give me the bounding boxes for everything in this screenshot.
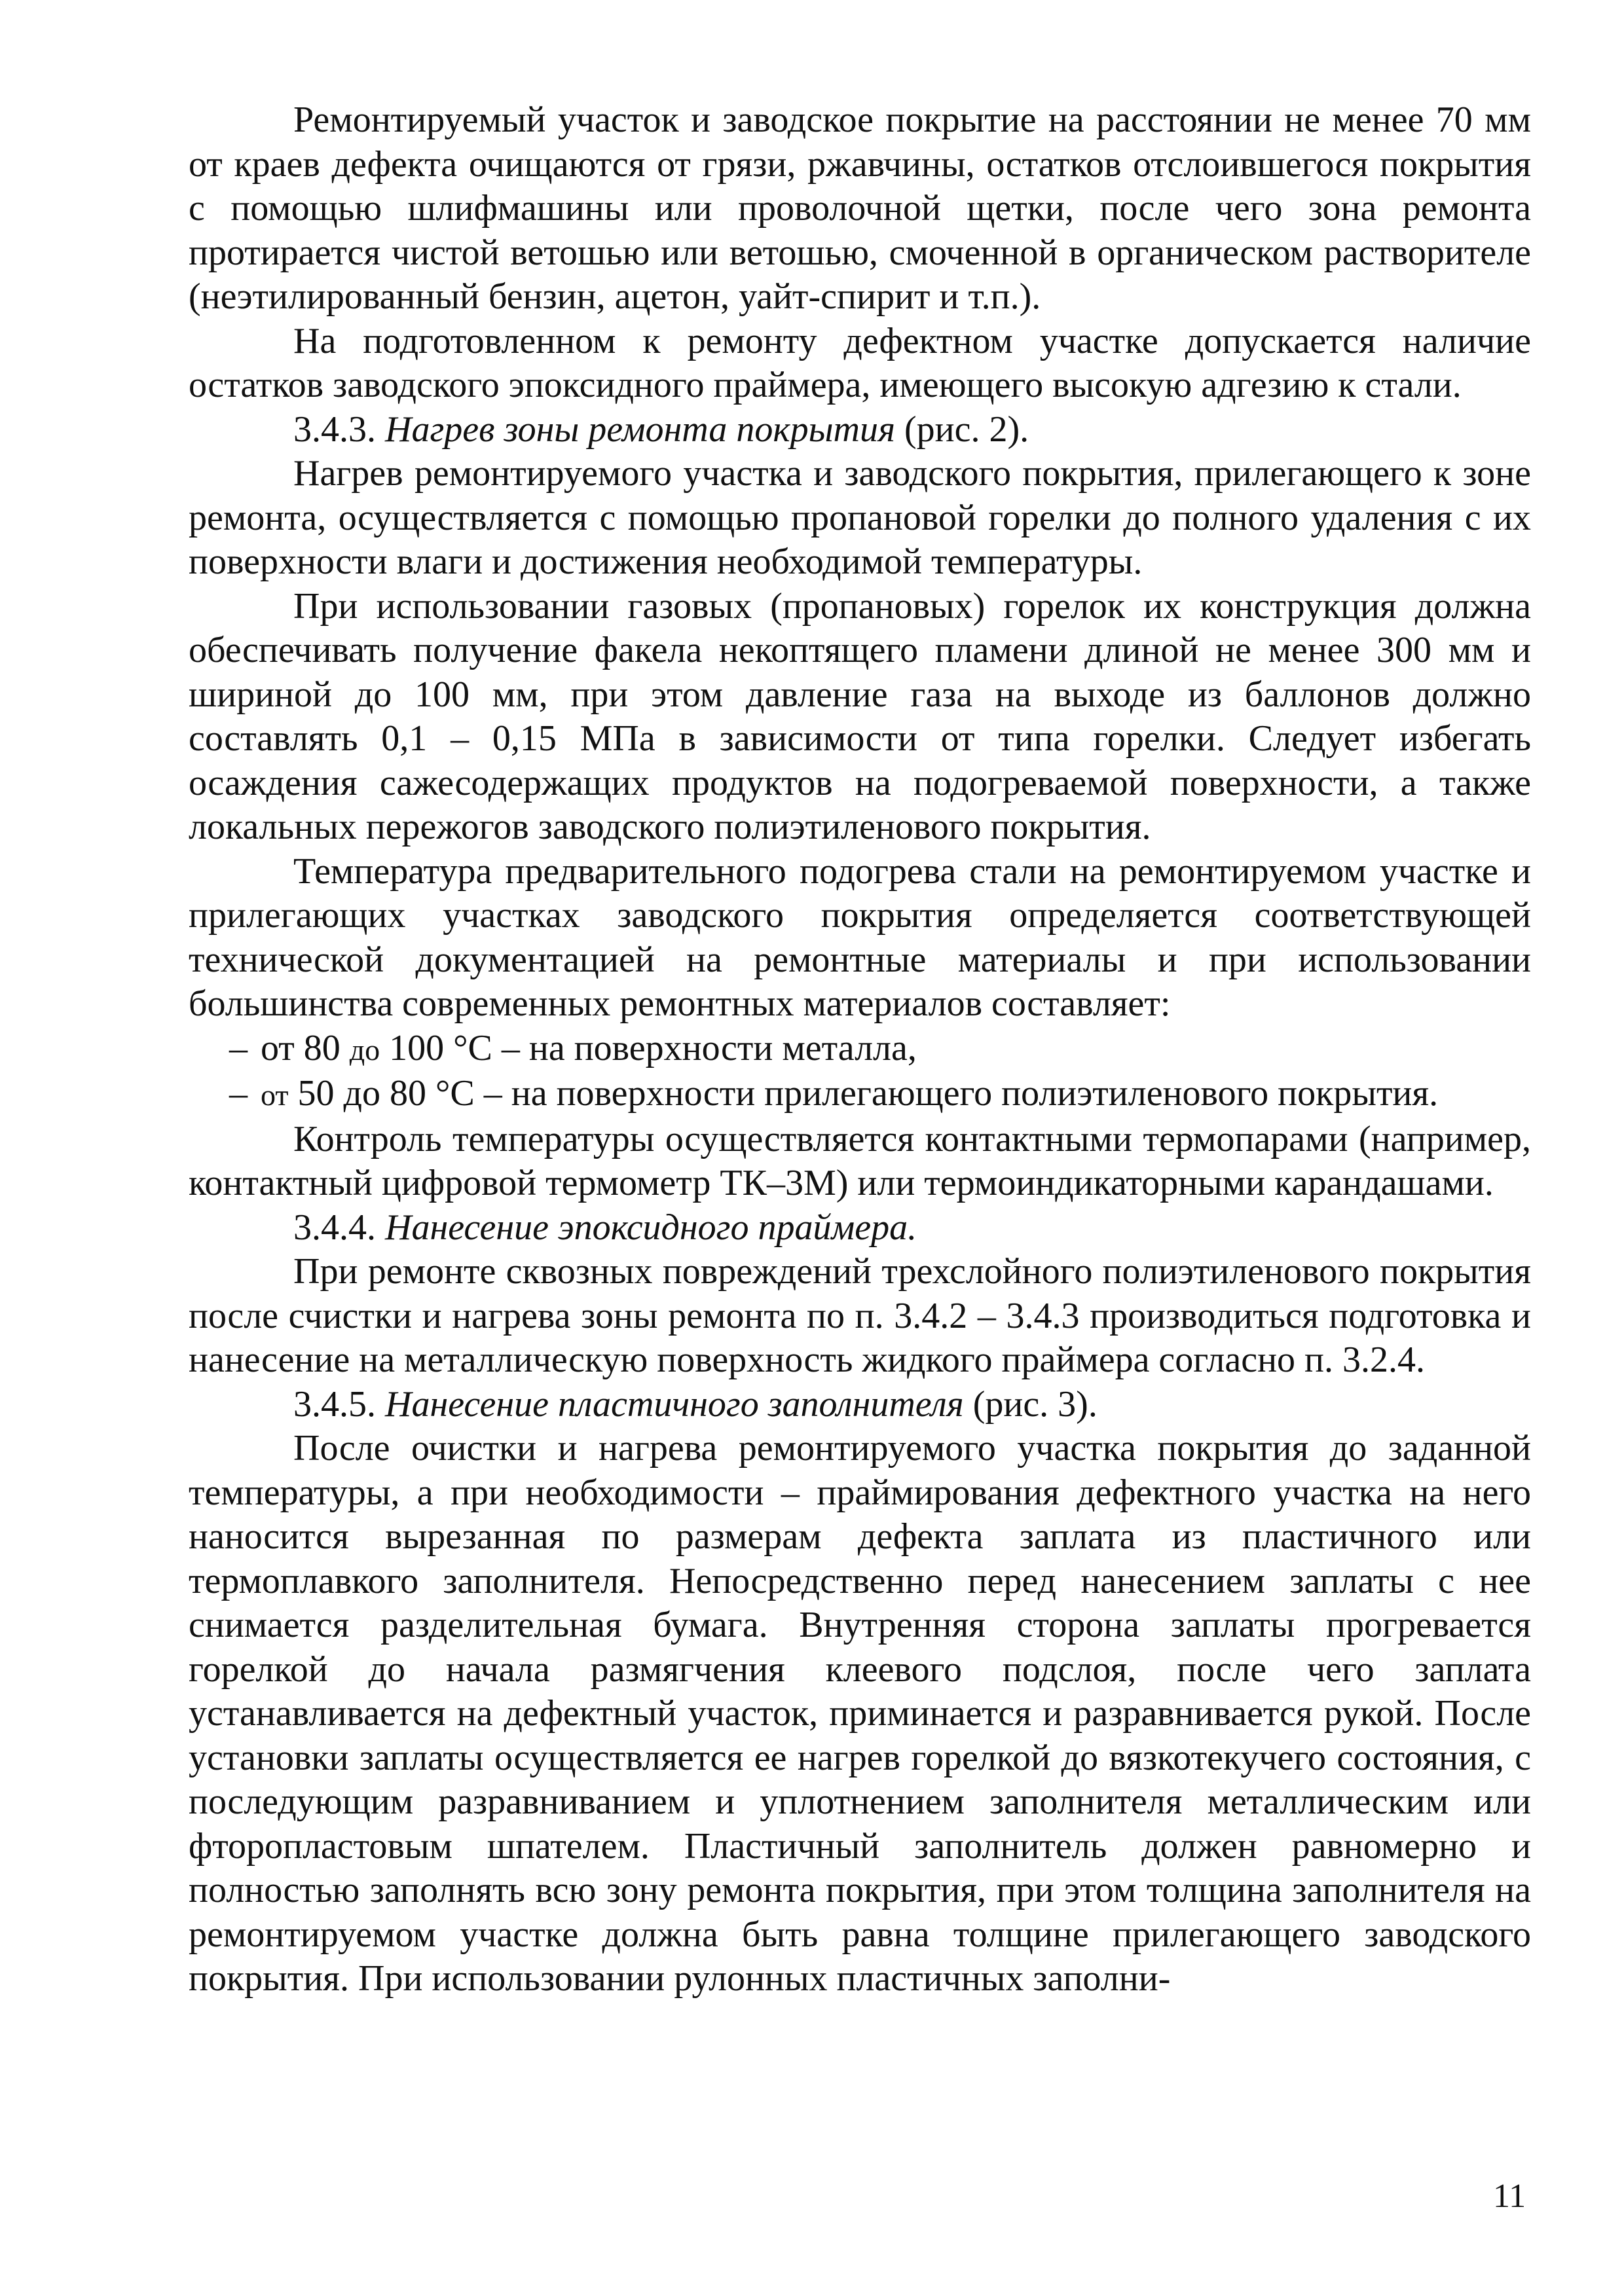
- section-title: Нанесение эпоксидного праймера.: [385, 1207, 917, 1248]
- from-word: от: [261, 1078, 289, 1112]
- from-word: от: [261, 1027, 295, 1068]
- to-value: 100 °C: [389, 1027, 492, 1068]
- paragraph-primer-remains: На подготовленном к ремонту дефектном участке допускается наличие остатков заводского эпоксидного праймера, имеющего высокую адгезию к стали.: [189, 320, 1531, 405]
- paragraph-heating: Нагрев ремонтируемого участка и заводского покрытия, прилегающего к зоне ремонта, осуществляется с помощью пропановой горелки до полного удаления с их поверхности влаги и достижения необходимой температуры.: [189, 453, 1531, 582]
- list-item-text: – на поверхности прилегающего полиэтиленового покрытия.: [483, 1073, 1439, 1114]
- paragraph-cleaning: Ремонтируемый участок и заводское покрытие на расстоянии не менее 70 мм от краев дефекта очищаются от грязи, ржавчины, остатков отслоившегося покрытия с помощью шлифмашины или проволочной щетки, после чего зона ремонта протирается чистой ветошью или ветошью, смоченной в органическом растворителе (неэтилированный бензин, ацетон, уайт-спирит и т.п.).: [189, 100, 1531, 317]
- paragraph-temperature-control: Контроль температуры осуществляется контактными термопарами (например, контактный цифровой термометр ТК–3М) или термоиндикаторными карандашами.: [189, 1118, 1531, 1203]
- list-dash: –: [229, 1027, 248, 1068]
- section-heading-3-4-5: [189, 1383, 1531, 1427]
- list-dash: –: [229, 1073, 248, 1114]
- to-value: 80 °C: [390, 1073, 475, 1114]
- list-item-text: – на поверхности металла,: [501, 1027, 917, 1068]
- section-title: Нагрев зоны ремонта покрытия: [385, 409, 895, 450]
- section-number: 3.4.4.: [293, 1207, 376, 1248]
- section-heading-3-4-3: [189, 408, 1531, 452]
- list-item-metal-temperature: [189, 1027, 1531, 1072]
- section-number: 3.4.3.: [293, 409, 376, 450]
- page-number: 11: [1493, 2178, 1526, 2215]
- list-item-coating-temperature: [189, 1072, 1531, 1118]
- section-title: Нанесение пластичного заполнителя: [385, 1383, 964, 1425]
- paragraph-filler-application: После очистки и нагрева ремонтируемого участка покрытия до заданной температуры, а при необходимости – праймирования дефектного участка на него наносится вырезанная по размерам дефекта заплата из пластичного или термоплавкого заполнителя. Непосредственно перед нанесением заплаты с нее снимается разделительная бумага. Внутренняя сторона заплаты прогревается горелкой до начала размягчения клеевого подслоя, после чего заплата устанавливается на дефектный участок, приминается и разравнивается рукой. После установки заплаты осуществляется ее нагрев горелкой до вязкотекучего состояния, с последующим разравниванием и уплотнением заполнителя металлическим или фторопластовым шпателем. Пластичный заполнитель должен равномерно и полностью заполнять всю зону ремонта покрытия, при этом толщина заполнителя на ремонтируемом участке должна быть равна толщине прилегающего заводского покрытия. При использовании рулонных пластичных заполни-: [189, 1428, 1531, 1999]
- figure-reference: (рис. 2).: [904, 409, 1029, 450]
- to-word: до: [343, 1073, 380, 1114]
- paragraph-primer-application: При ремонте сквозных повреждений трехслойного полиэтиленового покрытия после счистки и нагрева зоны ремонта по п. 3.4.2 – 3.4.3 производиться подготовка и нанесение на металлическую поверхность жидкого праймера согласно п. 3.2.4.: [189, 1251, 1531, 1380]
- to-word: до: [349, 1032, 380, 1066]
- section-heading-3-4-4: [189, 1206, 1531, 1250]
- paragraph-burners: При использовании газовых (пропановых) горелок их конструкция должна обеспечивать получение факела некоптящего пламени длиной не менее 300 мм и шириной до 100 мм, при этом давление газа на выходе из баллонов должно составлять 0,1 – 0,15 МПа в зависимости от типа горелки. Следует избегать осаждения сажесодержащих продуктов на подогреваемой поверхности, а также локальных пережогов заводского полиэтиленового покрытия.: [189, 585, 1531, 847]
- from-value: 50: [297, 1073, 335, 1114]
- paragraph-preheat-temperature: Температура предварительного подогрева стали на ремонтируемом участке и прилегающих участках заводского покрытия определяется соответствующей технической документацией на ремонтные материалы и при использовании большинства современных ремонтных материалов составляет:: [189, 850, 1531, 1024]
- from-value: 80: [303, 1027, 341, 1068]
- section-number: 3.4.5.: [293, 1383, 376, 1425]
- figure-reference: (рис. 3).: [972, 1383, 1098, 1425]
- body-text: [189, 98, 1531, 2001]
